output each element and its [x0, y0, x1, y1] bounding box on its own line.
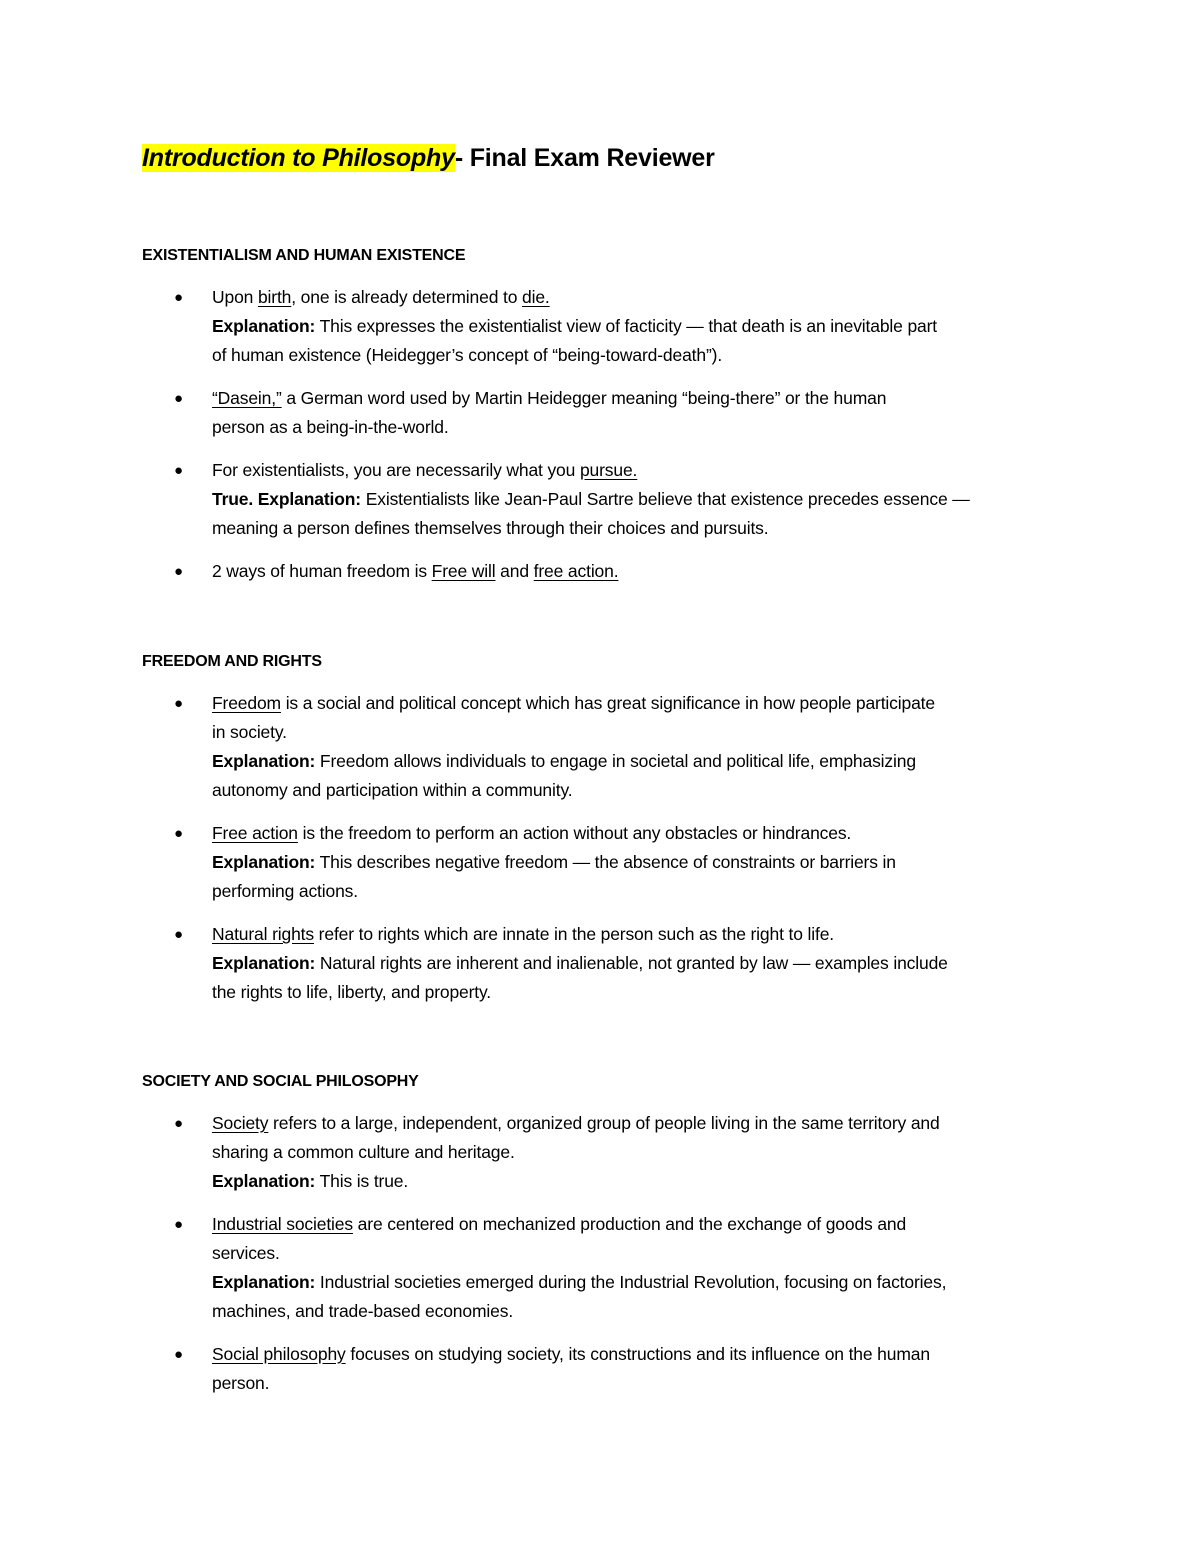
bullet-list: [142, 689, 1072, 1007]
item-line: meaning a person defines themselves through their choices and pursuits.: [212, 518, 769, 538]
item-line: sharing a common culture and heritage.: [212, 1142, 515, 1162]
bullet-icon: ●: [174, 1216, 183, 1233]
bullet-icon: ●: [174, 462, 183, 479]
list-item: [142, 1340, 1072, 1398]
bullet-icon: ●: [174, 926, 183, 943]
bullet-icon: ●: [174, 695, 183, 712]
item-line: Society refers to a large, independent, organized group of people living in the same territory and: [212, 1113, 940, 1133]
item-line: “Dasein,” a German word used by Martin Heidegger meaning “being-there” or the human: [212, 388, 887, 408]
item-line: services.: [212, 1243, 280, 1263]
bullet-icon: ●: [174, 1115, 183, 1132]
section-heading: FREEDOM AND RIGHTS: [142, 653, 322, 670]
item-line: 2 ways of human freedom is Free will and free action.: [212, 561, 619, 581]
item-line: Explanation: This is true.: [212, 1171, 409, 1191]
item-line: of human existence (Heidegger’s concept of “being-toward-death”).: [212, 345, 723, 365]
bullet-icon: ●: [174, 825, 183, 842]
bullet-list: [142, 283, 1072, 586]
item-line: Natural rights refer to rights which are innate in the person such as the right to life.: [212, 924, 834, 944]
list-item: [142, 384, 1072, 442]
bullet-list: [142, 1109, 1072, 1398]
item-line: True. Explanation: Existentialists like Jean-Paul Sartre believe that existence precedes essence —: [212, 489, 970, 509]
item-line: Explanation: Industrial societies emerged during the Industrial Revolution, focusing on factories,: [212, 1272, 947, 1292]
section-existentialism: [142, 247, 1072, 586]
item-line: Social philosophy focuses on studying society, its constructions and its influence on the human: [212, 1344, 930, 1364]
item-line: Explanation: This describes negative freedom — the absence of constraints or barriers in: [212, 852, 896, 872]
item-line: person.: [212, 1373, 270, 1393]
list-item: [142, 1109, 1072, 1196]
list-item: [142, 689, 1072, 805]
bullet-icon: ●: [174, 1346, 183, 1363]
title-highlight: Introduction to Philosophy: [142, 144, 455, 172]
page-title: [142, 144, 715, 173]
title-rest: - Final Exam Reviewer: [454, 144, 715, 172]
section-heading: SOCIETY AND SOCIAL PHILOSOPHY: [142, 1073, 419, 1090]
section-heading: EXISTENTIALISM AND HUMAN EXISTENCE: [142, 247, 466, 264]
item-line: autonomy and participation within a community.: [212, 780, 573, 800]
item-line: Upon birth, one is already determined to die.: [212, 287, 550, 307]
list-item: [142, 920, 1072, 1007]
bullet-icon: ●: [174, 563, 183, 580]
bullet-icon: ●: [174, 289, 183, 306]
section-freedom-and-rights: [142, 653, 1072, 1007]
item-line: machines, and trade-based economies.: [212, 1301, 514, 1321]
section-society: [142, 1073, 1072, 1398]
list-item: [142, 1210, 1072, 1326]
list-item: [142, 819, 1072, 906]
item-line: Industrial societies are centered on mechanized production and the exchange of goods and: [212, 1214, 907, 1234]
item-line: Explanation: Freedom allows individuals to engage in societal and political life, emphasizing: [212, 751, 916, 771]
item-line: Explanation: This expresses the existentialist view of facticity — that death is an inevitable part: [212, 316, 938, 336]
item-line: person as a being-in-the-world.: [212, 417, 449, 437]
bullet-icon: ●: [174, 390, 183, 407]
item-line: the rights to life, liberty, and property.: [212, 982, 492, 1002]
item-line: Free action is the freedom to perform an action without any obstacles or hindrances.: [212, 823, 852, 843]
list-item: [142, 557, 1072, 586]
item-line: Explanation: Natural rights are inherent and inalienable, not granted by law — examples include: [212, 953, 948, 973]
item-line: performing actions.: [212, 881, 358, 901]
list-item: [142, 283, 1072, 370]
item-line: Freedom is a social and political concept which has great significance in how people participate: [212, 693, 935, 713]
list-item: [142, 456, 1072, 543]
item-line: For existentialists, you are necessarily what you pursue.: [212, 460, 638, 480]
item-line: in society.: [212, 722, 287, 742]
